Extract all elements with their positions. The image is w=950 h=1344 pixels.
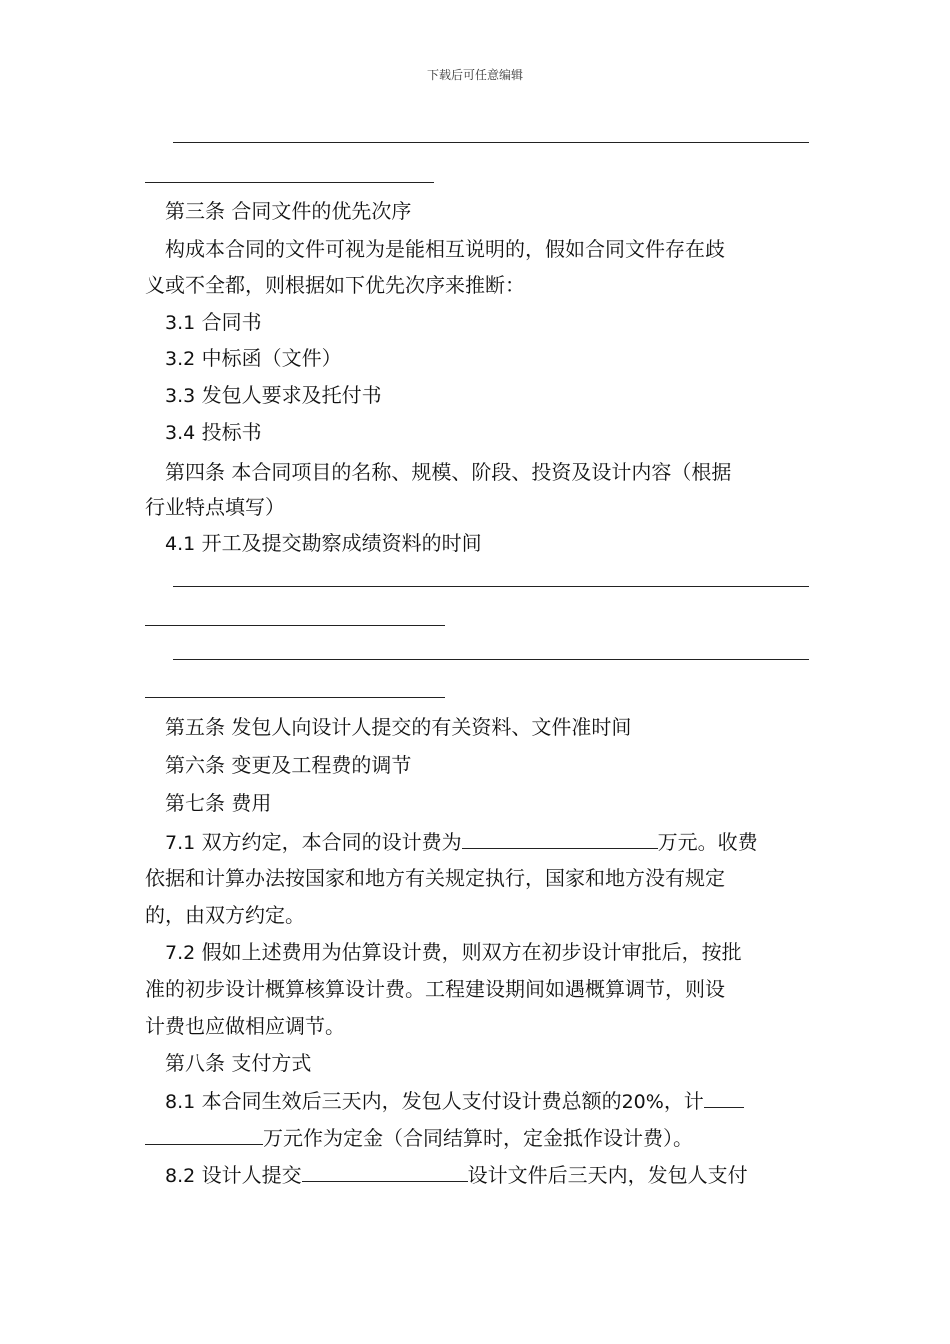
page-header: 下载后可任意编辑 bbox=[426, 68, 523, 82]
paragraph: 的，由双方约定。 bbox=[145, 903, 305, 927]
paragraph: 依据和计算办法按国家和地方有关规定执行，国家和地方没有规定 bbox=[145, 866, 725, 890]
fill-in-line bbox=[173, 142, 809, 143]
paragraph: 构成本合同的文件可视为是能相互说明的，假如合同文件存在歧 bbox=[165, 237, 725, 261]
deposit-blank bbox=[704, 1087, 744, 1108]
paragraph: 义或不全都，则根据如下优先次序来推断： bbox=[145, 273, 525, 297]
article-7-title: 第七条 费用 bbox=[165, 791, 272, 815]
article-4-title: 第四条 本合同项目的名称、规模、阶段、投资及设计内容（根据 bbox=[165, 460, 732, 484]
article-3-title: 第三条 合同文件的优先次序 bbox=[165, 199, 412, 223]
article-8-title: 第八条 支付方式 bbox=[165, 1051, 312, 1075]
design-doc-blank bbox=[302, 1161, 468, 1182]
fee-blank bbox=[462, 828, 658, 849]
item-3-1: 3.1 合同书 bbox=[165, 310, 262, 334]
item-7-1: 7.1 双方约定，本合同的设计费为 万元。收费 bbox=[165, 830, 758, 854]
fill-in-line bbox=[145, 182, 434, 183]
article-6-title: 第六条 变更及工程费的调节 bbox=[165, 753, 412, 777]
fill-in-line bbox=[173, 659, 809, 660]
deposit-blank-cont bbox=[145, 1124, 263, 1145]
fill-in-line bbox=[145, 697, 445, 698]
paragraph: 行业特点填写） bbox=[145, 495, 285, 519]
item-3-4: 3.4 投标书 bbox=[165, 420, 262, 444]
paragraph: 准的初步设计概算核算设计费。工程建设期间如遇概算调节，则设 bbox=[145, 977, 725, 1001]
article-5-title: 第五条 发包人向设计人提交的有关资料、文件准时间 bbox=[165, 715, 632, 739]
item-8-2: 8.2 设计人提交 设计文件后三天内，发包人支付 bbox=[165, 1163, 748, 1187]
item-8-1: 8.1 本合同生效后三天内，发包人支付设计费总额的20%，计 bbox=[165, 1087, 829, 1115]
fill-in-line bbox=[173, 586, 809, 587]
item-3-2: 3.2 中标函（文件） bbox=[165, 346, 342, 370]
item-7-2: 7.2 假如上述费用为估算设计费，则双方在初步设计审批后，按批 bbox=[165, 940, 742, 964]
fill-in-line bbox=[145, 625, 445, 626]
item-4-1: 4.1 开工及提交勘察成绩资料的时间 bbox=[165, 531, 482, 555]
paragraph: 万元作为定金（合同结算时，定金抵作设计费）。 bbox=[145, 1124, 809, 1151]
paragraph: 计费也应做相应调节。 bbox=[145, 1014, 345, 1038]
item-3-3: 3.3 发包人要求及托付书 bbox=[165, 383, 382, 407]
